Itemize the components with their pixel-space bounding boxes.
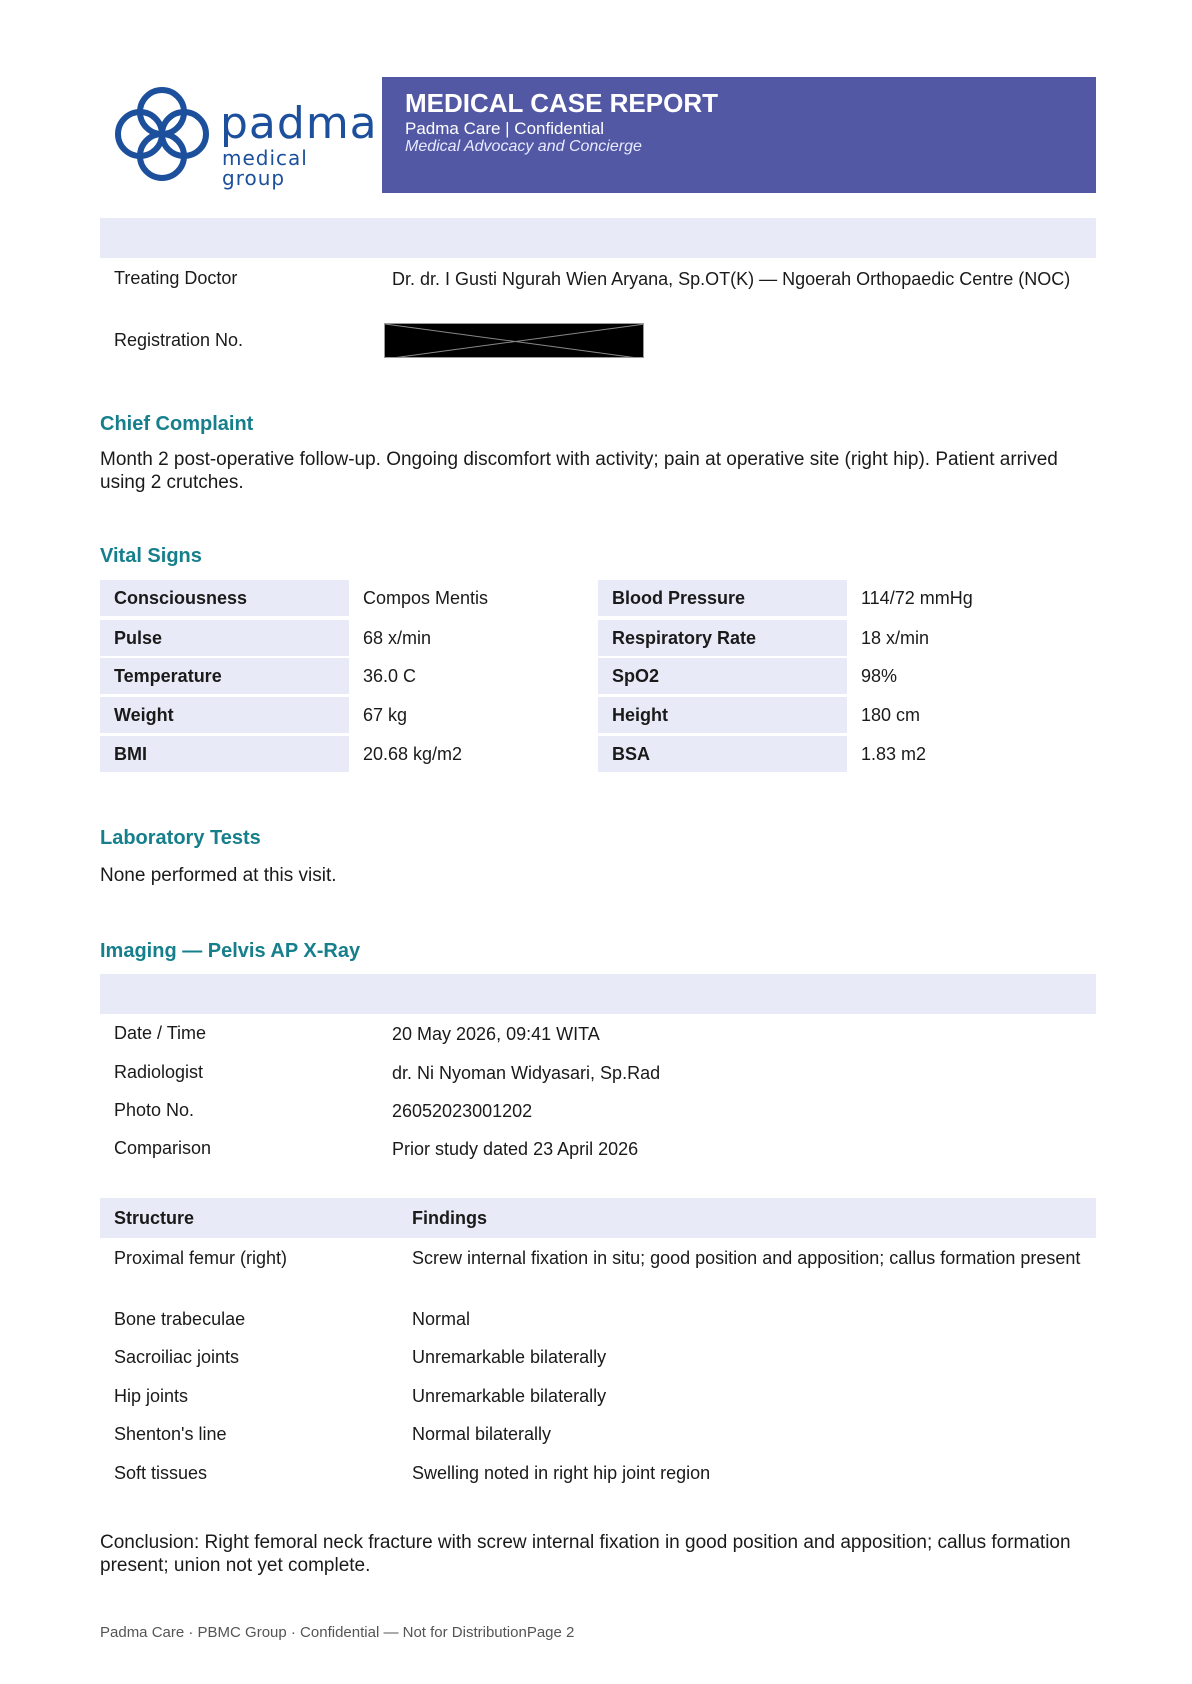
imaging-meta-label: Date / Time [114,1023,207,1043]
report-tagline: Medical Advocacy and Concierge [405,138,642,155]
finding-cell: Normal [412,1309,471,1329]
treating-doctor-value: Dr. dr. I Gusti Ngurah Wien Aryana, Sp.OT(K) — Ngoerah Orthopaedic Centre (NOC) [392,269,1071,289]
structure-cell: Hip joints [114,1386,189,1406]
redacted-registration-number [384,323,644,358]
column-header-findings: Findings [412,1208,487,1228]
doctor-table-header-bar [100,218,1096,258]
vital-label: Weight [100,697,349,733]
vital-label: Respiratory Rate [598,620,847,656]
chief-complaint-heading: Chief Complaint [100,413,254,435]
finding-cell: Unremarkable bilaterally [412,1347,607,1367]
imaging-meta-value: 26052023001202 [392,1101,533,1121]
logo-subtitle: medical group [222,146,308,190]
treating-doctor-label: Treating Doctor [114,268,238,288]
flower-logo-icon [114,86,210,182]
vital-value: 68 x/min [363,628,432,648]
chief-complaint-text: Month 2 post-operative follow-up. Ongoing discomfort with activity; pain at operative site (right hip). Patient arrived using 2 crutches. [100,449,1058,493]
imaging-meta-value: dr. Ni Nyoman Widyasari, Sp.Rad [392,1063,661,1083]
vital-signs-heading: Vital Signs [100,545,202,567]
structure-cell: Proximal femur (right) [114,1248,288,1268]
registration-label: Registration No. [114,330,244,350]
imaging-table-header-bar [100,974,1096,1014]
vital-label: BSA [598,736,847,772]
imaging-conclusion: Conclusion: Right femoral neck fracture with screw internal fixation in good position and apposition; callus formation present; union not yet complete. [100,1532,1071,1576]
structure-cell: Sacroiliac joints [114,1347,240,1367]
vital-value: 180 cm [861,705,921,725]
vital-label: Temperature [100,658,349,694]
vital-value: 18 x/min [861,628,930,648]
logo-wordmark: padma [220,98,378,149]
finding-cell: Swelling noted in right hip joint region [412,1463,711,1483]
imaging-meta-value: Prior study dated 23 April 2026 [392,1139,639,1159]
vital-value: 67 kg [363,705,408,725]
vital-value: 36.0 C [363,666,417,686]
imaging-meta-label: Comparison [114,1138,212,1158]
report-subtitle: Padma Care | Confidential [405,119,605,138]
vital-label: Pulse [100,620,349,656]
finding-cell: Screw internal fixation in situ; good position and apposition; callus formation present [412,1248,1081,1268]
vital-label: SpO2 [598,658,847,694]
column-header-structure: Structure [114,1208,195,1228]
finding-cell: Normal bilaterally [412,1424,552,1444]
report-title: MEDICAL CASE REPORT [405,88,718,118]
structure-cell: Soft tissues [114,1463,208,1483]
structure-cell: Bone trabeculae [114,1309,246,1329]
finding-cell: Unremarkable bilaterally [412,1386,607,1406]
vital-label: Consciousness [100,580,349,616]
findings-table-header [100,1198,1096,1238]
vital-label: Height [598,697,847,733]
imaging-heading: Imaging — Pelvis AP X-Ray [100,940,361,962]
vital-value: 1.83 m2 [861,744,927,764]
imaging-meta-value: 20 May 2026, 09:41 WITA [392,1024,600,1044]
laboratory-text: None performed at this visit. [100,865,337,886]
imaging-meta-label: Photo No. [114,1100,195,1120]
structure-cell: Shenton's line [114,1424,227,1444]
vital-label: Blood Pressure [598,580,847,616]
report-header-banner [382,77,1096,193]
vital-value: 114/72 mmHg [861,588,973,608]
vital-label: BMI [100,736,349,772]
page-footer: Padma Care · PBMC Group · Confidential — Not for DistributionPage 2 [100,1624,575,1641]
imaging-meta-label: Radiologist [114,1062,204,1082]
vital-value: Compos Mentis [363,588,489,608]
padma-logo [114,86,378,190]
vital-value: 98% [861,666,898,686]
vital-value: 20.68 kg/m2 [363,744,463,764]
laboratory-heading: Laboratory Tests [100,827,261,849]
